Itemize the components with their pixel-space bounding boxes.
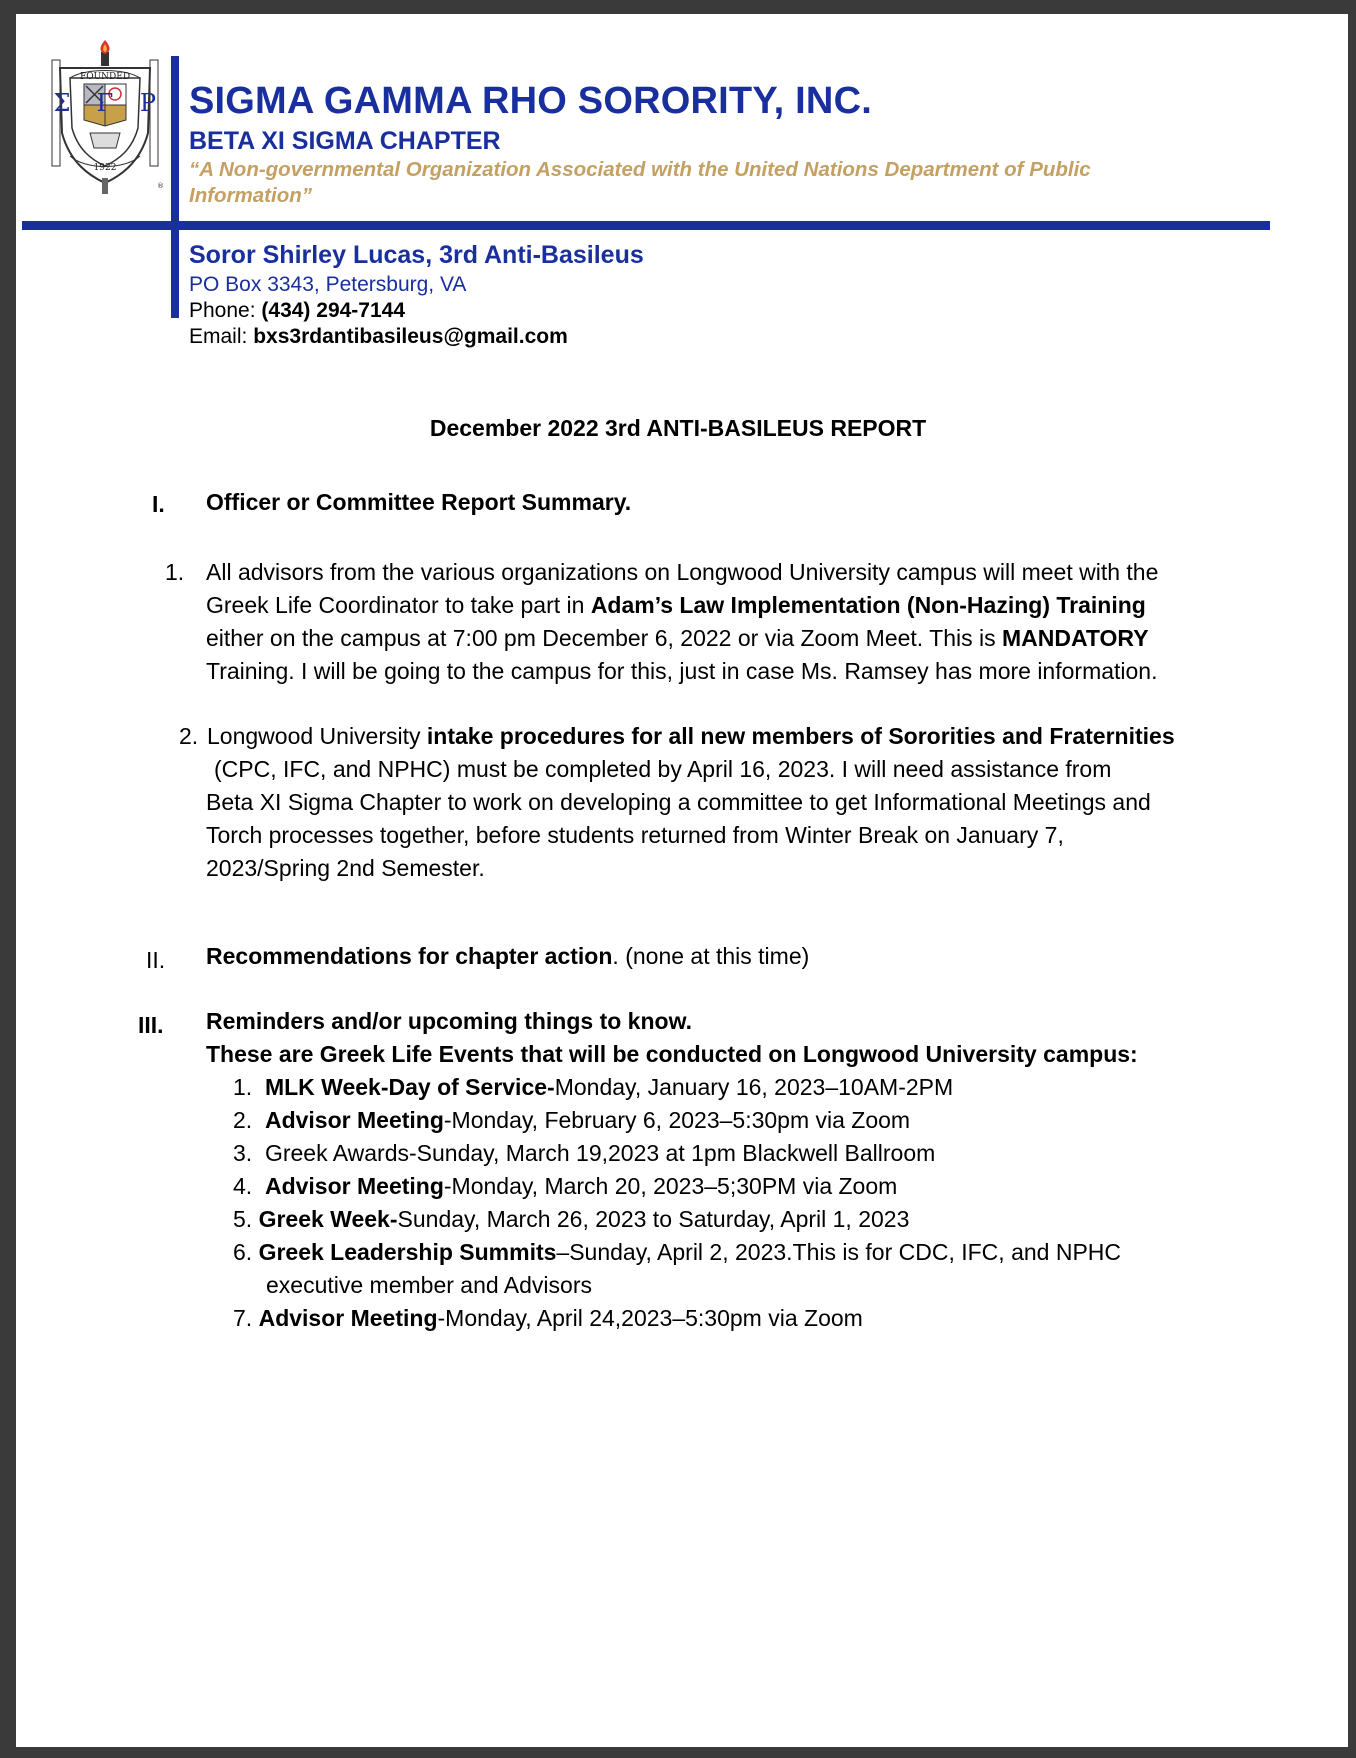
item-1-line-3-text: either on the campus at 7:00 pm December 6, 2022 or via Zoom Meet. This is bbox=[206, 625, 1003, 651]
email-line bbox=[189, 325, 568, 349]
event-1-name: MLK Week-Day of Service- bbox=[264, 1074, 555, 1100]
chapter-name: BETA XI SIGMA CHAPTER bbox=[189, 127, 501, 155]
section-2-note: . (none at this time) bbox=[612, 943, 810, 969]
section-2-numeral: II. bbox=[146, 947, 166, 973]
section-3-heading: Reminders and/or upcoming things to know. bbox=[206, 1008, 692, 1034]
organization-tagline: “A Non-governmental Organization Associated with the United Nations Department of Public Information” bbox=[189, 158, 1091, 207]
event-6-number: 6. bbox=[233, 1239, 253, 1265]
section-2-line bbox=[206, 940, 809, 973]
crest-letter-sigma: Σ bbox=[53, 89, 71, 117]
event-6-name: Greek Leadership Summits bbox=[258, 1239, 557, 1265]
phone-number: (434) 294-7144 bbox=[261, 299, 406, 322]
event-3-number: 3. bbox=[233, 1140, 253, 1166]
item-1-line-2 bbox=[206, 589, 1146, 622]
sorority-crest-logo bbox=[40, 38, 170, 198]
item-1-line-1: All advisors from the various organizations on Longwood University campus will meet with the bbox=[206, 559, 1159, 585]
section-1-heading: Officer or Committee Report Summary. bbox=[206, 489, 632, 515]
item-1-training-name: Adam’s Law Implementation (Non-Hazing) Training bbox=[590, 592, 1146, 618]
event-3-details: Greek Awards-Sunday, March 19,2023 at 1pm Blackwell Ballroom bbox=[264, 1140, 936, 1166]
letterhead-vertical-rule bbox=[171, 56, 179, 318]
event-3 bbox=[233, 1137, 935, 1170]
item-2-line-1-text: Longwood University bbox=[207, 723, 427, 749]
event-7 bbox=[233, 1302, 863, 1335]
event-7-details: -Monday, April 24,2023–5:30pm via Zoom bbox=[437, 1305, 863, 1331]
report-title: December 2022 3rd ANTI-BASILEUS REPORT bbox=[429, 415, 927, 441]
section-3-numeral: III. bbox=[138, 1012, 164, 1038]
event-7-name: Advisor Meeting bbox=[258, 1305, 438, 1331]
event-4-number: 4. bbox=[233, 1173, 253, 1199]
event-7-number: 7. bbox=[233, 1305, 253, 1331]
phone-label: Phone: bbox=[189, 299, 256, 322]
crest-ribbon-top: FOUNDED bbox=[79, 72, 131, 82]
event-2-number: 2. bbox=[233, 1107, 253, 1133]
event-2-name: Advisor Meeting bbox=[264, 1107, 444, 1133]
email-label: Email: bbox=[189, 325, 248, 348]
item-2-line-5: 2023/Spring 2nd Semester. bbox=[206, 855, 485, 881]
crest-registered-mark: ® bbox=[157, 182, 164, 190]
event-6-continuation: executive member and Advisors bbox=[266, 1272, 592, 1298]
item-1-mandatory: MANDATORY bbox=[1002, 625, 1149, 651]
section-3-subheading: These are Greek Life Events that will be conducted on Longwood University campus: bbox=[206, 1041, 1138, 1067]
event-2 bbox=[233, 1104, 910, 1137]
item-1-line-2-text: Greek Life Coordinator to take part in bbox=[206, 592, 591, 618]
organization-name: SIGMA GAMMA RHO SORORITY, INC. bbox=[189, 80, 872, 122]
phone-line bbox=[189, 299, 405, 323]
event-5 bbox=[233, 1203, 909, 1236]
event-1-details: Monday, January 16, 2023–10AM-2PM bbox=[554, 1074, 954, 1100]
item-2-line-2: (CPC, IFC, and NPHC) must be completed by April 16, 2023. I will need assistance from bbox=[214, 756, 1112, 782]
event-5-number: 5. bbox=[233, 1206, 253, 1232]
officer-name: Soror Shirley Lucas, 3rd Anti-Basileus bbox=[189, 241, 644, 269]
event-2-details: -Monday, February 6, 2023–5:30pm via Zoom bbox=[443, 1107, 911, 1133]
crest-letter-rho: Ρ bbox=[139, 89, 157, 117]
crest-letter-gamma: Γ bbox=[96, 89, 114, 117]
item-2-line-4: Torch processes together, before students returned from Winter Break on January 7, bbox=[206, 822, 1064, 848]
item-2-line-3: Beta XI Sigma Chapter to work on developing a committee to get Informational Meetings and bbox=[206, 789, 1151, 815]
item-1-line-4: Training. I will be going to the campus for this, just in case Ms. Ramsey has more information. bbox=[206, 658, 1158, 684]
event-6-details: –Sunday, April 2, 2023.This is for CDC, IFC, and NPHC bbox=[556, 1239, 1121, 1265]
item-1-number: 1. bbox=[165, 559, 185, 585]
mailing-address: PO Box 3343, Petersburg, VA bbox=[189, 273, 467, 296]
event-4-name: Advisor Meeting bbox=[264, 1173, 444, 1199]
item-2-number: 2. bbox=[179, 723, 199, 749]
event-5-name: Greek Week- bbox=[258, 1206, 398, 1232]
event-4-details: -Monday, March 20, 2023–5;30PM via Zoom bbox=[443, 1173, 898, 1199]
item-2-intake-procedures: intake procedures for all new members of Sororities and Fraternities bbox=[426, 723, 1175, 749]
letterhead-horizontal-rule bbox=[22, 221, 1270, 230]
section-2-heading: Recommendations for chapter action bbox=[206, 943, 613, 969]
event-5-details: Sunday, March 26, 2023 to Saturday, April 1, 2023 bbox=[397, 1206, 910, 1232]
email-address: bxs3rdantibasileus@gmail.com bbox=[253, 325, 568, 348]
item-1-line-3 bbox=[206, 622, 1149, 655]
section-1-numeral: I. bbox=[152, 491, 165, 517]
event-1-number: 1. bbox=[233, 1074, 253, 1100]
event-4 bbox=[233, 1170, 897, 1203]
event-1 bbox=[233, 1071, 953, 1104]
item-2-line-1 bbox=[207, 720, 1175, 753]
crest-ribbon-bottom: 1922 bbox=[93, 163, 117, 173]
event-6 bbox=[233, 1236, 1121, 1269]
